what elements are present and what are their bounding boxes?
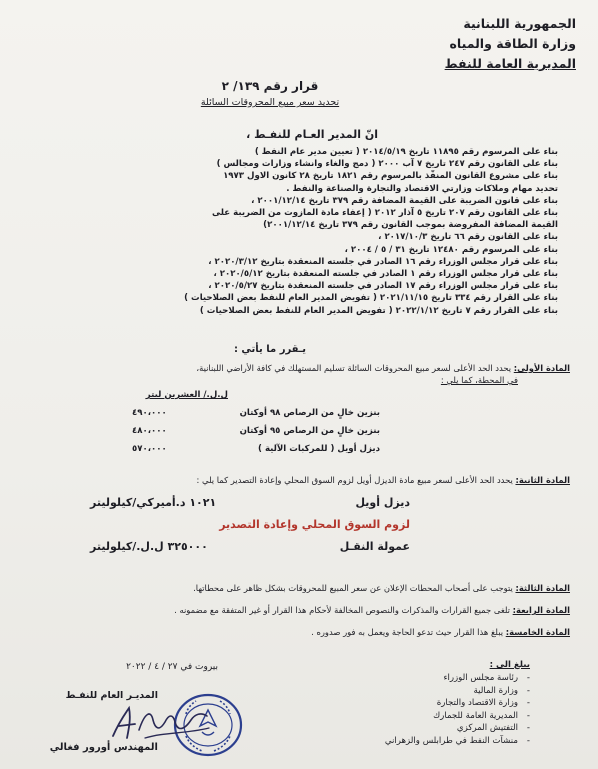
fuel-name: بنزين خالٍ من الرصاص ٩٨ أوكتان [239,408,380,418]
legal-basis-line: بناء على قرار مجلس الوزراء رقم ١٦ الصادر في جلسته المنعقدة بتاريخ ٢٠٢٠/٣/١٢ ، [208,256,558,267]
legal-basis-line: بناء على القرار رقم ٣٣٤ تاريخ ٢٠٢١/١١/١٥ ( تفويض المدير العام للنفط بعض الصلاحيات ) [184,293,558,304]
article-2-title: المادة الثانية: [515,475,570,485]
decision-subject: تحديد سعر مبيع المحروقات السائلة [200,97,340,108]
recipients-list [264,673,564,749]
legal-basis-line: بناء على القانون رقم ٦٦ تاريخ ٢٠١٧/١٠/٣ ، [378,232,558,243]
legal-basis-line: تحديد مهام وملاكات وزارتي الاقتصاد والتجارة والصناعة والنفط . [286,183,558,194]
recipient-item: - المديرية العامة للجمارك [264,711,564,724]
article-1-text-cont: في المحطة، كما يلي : [440,375,518,385]
decides-heading: يـقرر ما يأتي : [233,344,307,355]
signature-icon [105,692,215,748]
issue-date: بيروت في ٢٧ / ٤ / ٢٠٢٢ [126,662,218,672]
legal-basis-line: بناء على القانون رقم ٢٠٧ تاريخ ٥ آذار ٢٠١٢ ( إعفاء مادة المازوت من الضريبة على [212,208,558,219]
fuel-row [50,426,530,444]
fuel-row [50,408,530,426]
fuel-row [50,444,530,462]
article-4-title: المادة الرابعة: [512,605,570,615]
diesel-market-row [40,518,500,540]
article-1-title: المادة الأولى: [513,363,570,373]
legal-basis-line: القيمة المضافة المفروضة بموجب القانون رقم ٣٧٩ تاريخ ٢٠٠١/١٢/١٤) [263,220,558,231]
article-3-text: يتوجب على أصحاب المحطات الإعلان عن سعر المبيع للمحروقات بشكل ظاهر على محطاتها. [193,583,513,593]
article-2 [26,474,570,486]
signer-name: المهندس أورور فغالي [49,742,158,753]
intro-line: انّ المدير العـام للنفـط ، [246,128,378,141]
fuel-price: ٥٧٠،٠٠٠ [132,444,167,454]
legal-basis-line: بناء على المرسوم رقم ١٢٤٨٠ تاريخ ٣١ / ٥ / ٢٠٠٤ ، [344,244,558,255]
fuel-name: بنزين خالٍ من الرصاص ٩٥ أوكتان [239,426,380,436]
transport-fee-value: ٣٢٥٠٠٠ ل.ل./كيلوليتر [90,540,208,553]
recipient-item: - وزارة الاقتصاد والتجارة [264,698,564,711]
recipient-item: - وزارة المالية [264,686,564,699]
signer-title: المديـر العام للنفـط [65,690,158,701]
article-4-text: تلغى جميع القرارات والمذكرات والنصوص المخالفة لأحكام هذا القرار أو غير المتفقة مع مضمونه . [174,605,510,615]
decision-number: قرار رقم ١٣٩/ ٢ [221,79,319,93]
article-3-title: المادة الثالثة: [515,583,570,593]
letterhead [356,14,576,74]
recipient-item: - منشآت النفط في طرابلس والزهراني [264,736,564,749]
fuel-price: ٤٨٠،٠٠٠ [132,426,167,436]
article-3 [26,582,570,594]
article-5-text: يبلغ هذا القرار حيث تدعو الحاجة ويعمل به فور صدوره . [311,627,504,637]
recipients-block [264,660,564,749]
letterhead-ministry: وزارة الطاقة والمياه [449,36,576,51]
legal-basis-line: بناء على المرسوم رقم ١١٨٩٥ تاريخ ٢٠١٤/٥/١٩ ( تعيين مدير عام النفط ) [254,147,558,157]
diesel-label: ديزل أويل [355,496,410,509]
legal-basis-line: بناء على قرار مجلس الوزراء رقم ١٧ الصادر في جلسته المنعقدة بتاريخ ٢٠٢٠/٥/٢٧ ، [208,281,558,292]
diesel-market-label: لزوم السوق المحلي وإعادة التصدير [219,518,410,531]
article-1 [26,362,570,386]
legal-basis-list [78,146,558,317]
currency-unit: ل.ل./ العشرين ليتر [145,390,228,400]
legal-basis-line: بناء على القانون رقم ٢٤٧ تاريخ ٧ آب ٢٠٠٠ ( دمج والغاء وانشاء وزارات ومجالس ) [216,159,558,170]
fuel-price: ٤٩٠،٠٠٠ [132,408,167,418]
transport-fee-label: عمولة النقـل [339,540,410,553]
diesel-price-block [40,496,500,562]
fuel-name: ديزل أويل ( للمركبات الآلية ) [258,444,380,454]
recipient-item: - رئاسة مجلس الوزراء [264,673,564,686]
article-2-text: يحدد الحد الأعلى لسعر مبيع مادة الديزل أويل لزوم السوق المحلي وإعادة التصدير كما يلي : [196,475,513,485]
legal-basis-line: بناء على قانون الضريبة على القيمة المضافة رقم ٣٧٩ تاريخ ٢٠٠١/١٢/١٤ ، [251,195,558,206]
article-1-text: يحدد الحد الأعلى لسعر مبيع المحروقات السائلة تسليم المستهلك في كافة الأراضي اللبنانية، [196,363,512,373]
legal-basis-line: بناء على مشروع القانون المنفّذ بالمرسوم رقم ١٨٢١ تاريخ ٢٨ كانون الاول ١٩٧٣ [223,171,558,182]
transport-fee-row [40,540,500,562]
diesel-row [40,496,500,518]
article-5 [26,626,570,638]
article-4 [26,604,570,616]
diesel-price: ١٠٢١ د.أميركي/كيلوليتر [90,496,217,509]
letterhead-republic: الجمهورية اللبنانية [463,16,576,31]
legal-basis-line: بناء على القرار رقم ٧ تاريخ ٢٠٢٢/١/١٢ ( تفويض المدير العام للنفط بعض الصلاحيات ) [199,305,558,316]
recipients-title: يبلغ الى : [489,660,530,670]
letterhead-directorate: المديرية العامة للنفط [444,56,576,71]
legal-basis-line: بناء على قرار مجلس الوزراء رقم ١ الصادر في جلسته المنعقدة بتاريخ ٢٠٢٠/٥/١٢ ، [213,269,558,280]
fuel-price-table [50,408,530,462]
recipient-item: - التفتيش المركزي [264,723,564,736]
article-5-title: المادة الخامسة: [505,627,570,637]
